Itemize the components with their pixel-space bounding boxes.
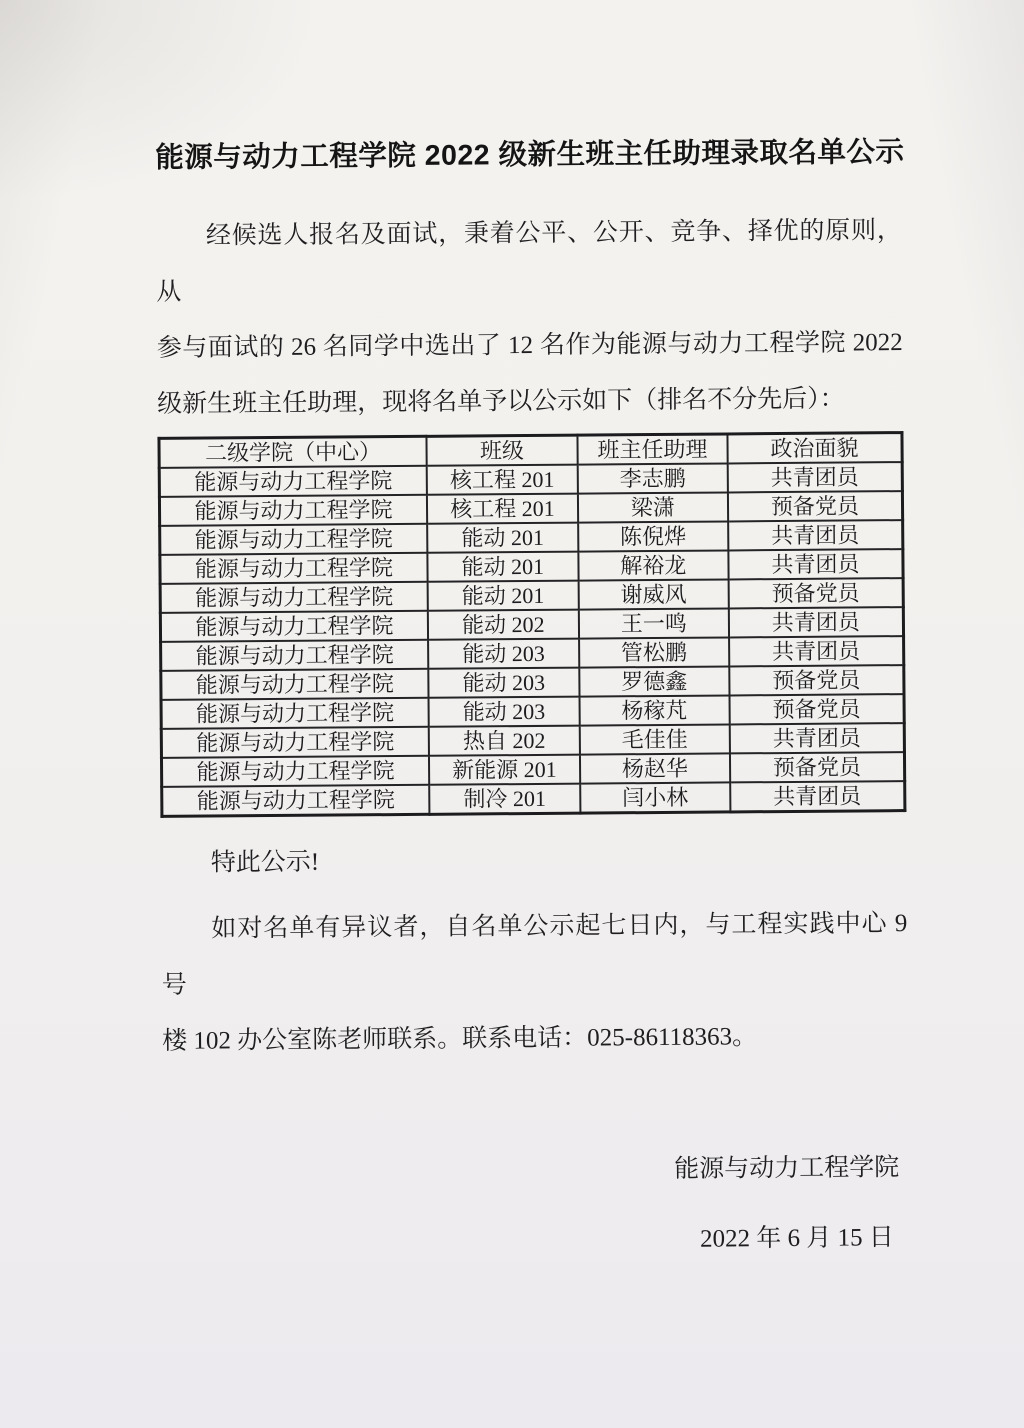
intro-line: 级新生班主任助理，现将名单予以公示如下（排名不分先后）： — [157, 385, 845, 418]
cell-assistant: 陈倪烨 — [578, 521, 728, 551]
cell-college: 能源与动力工程学院 — [161, 640, 429, 671]
cell-college: 能源与动力工程学院 — [160, 524, 428, 555]
signature: 能源与动力工程学院 — [674, 1154, 900, 1183]
cell-college: 能源与动力工程学院 — [161, 727, 429, 758]
column-header-political-status: 政治面貌 — [727, 433, 902, 464]
cell-class: 能动 201 — [427, 523, 578, 553]
cell-class: 能动 201 — [428, 581, 579, 611]
cell-assistant: 闫小林 — [580, 782, 730, 813]
cell-college: 能源与动力工程学院 — [161, 669, 429, 700]
cell-political-status: 共青团员 — [728, 462, 903, 492]
intro-line: 经候选人报名及面试，秉着公平、公开、竞争、择优的原则，从 — [156, 217, 902, 306]
column-header-assistant: 班主任助理 — [577, 434, 727, 465]
column-header-college: 二级学院（中心） — [159, 436, 427, 468]
cell-political-status: 预备党员 — [729, 665, 904, 695]
cell-political-status: 预备党员 — [728, 491, 903, 521]
cell-assistant: 李志鹏 — [577, 463, 727, 493]
cell-assistant: 解裕龙 — [578, 550, 728, 580]
cell-class: 能动 201 — [427, 552, 578, 582]
contact-paragraph — [161, 896, 908, 1070]
cell-college: 能源与动力工程学院 — [162, 785, 430, 817]
date: 2022 年 6 月 15 日 — [699, 1224, 894, 1253]
cell-college: 能源与动力工程学院 — [160, 611, 428, 642]
cell-class: 制冷 201 — [429, 784, 580, 815]
cell-assistant: 罗德鑫 — [579, 666, 729, 696]
intro-paragraph — [156, 203, 904, 433]
cell-assistant: 谢威风 — [578, 579, 728, 609]
notice-line: 特此公示! — [210, 848, 320, 877]
table-row — [162, 781, 905, 816]
cell-assistant: 杨稼芃 — [579, 695, 729, 725]
cell-college: 能源与动力工程学院 — [161, 756, 429, 787]
cell-college: 能源与动力工程学院 — [159, 495, 427, 526]
document-page — [154, 0, 910, 1264]
cell-political-status: 预备党员 — [729, 694, 904, 724]
cell-college: 能源与动力工程学院 — [160, 582, 428, 613]
cell-class: 能动 203 — [428, 639, 579, 669]
cell-class: 热自 202 — [429, 726, 580, 756]
cell-class: 核工程 201 — [427, 494, 578, 524]
cell-assistant: 毛佳佳 — [580, 724, 730, 754]
cell-political-status: 共青团员 — [728, 520, 903, 550]
cell-class: 核工程 201 — [427, 465, 578, 495]
contact-line: 如对名单有异议者，自名单公示起七日内，与工程实践中心 9 号 — [161, 910, 908, 999]
cell-college: 能源与动力工程学院 — [161, 698, 429, 729]
cell-college: 能源与动力工程学院 — [160, 553, 428, 584]
cell-assistant: 梁潇 — [578, 492, 728, 522]
column-header-class: 班级 — [426, 435, 577, 466]
cell-political-status: 预备党员 — [728, 578, 903, 608]
contact-line: 楼 102 办公室陈老师联系。联系电话：025-86118363。 — [162, 1023, 758, 1055]
cell-political-status: 共青团员 — [729, 636, 904, 666]
intro-line: 参与面试的 26 名同学中选出了 12 名作为能源与动力工程学院 2022 — [156, 329, 903, 362]
cell-assistant: 杨赵华 — [580, 753, 730, 783]
cell-class: 新能源 201 — [429, 755, 580, 785]
cell-class: 能动 203 — [428, 697, 579, 727]
cell-political-status: 共青团员 — [729, 607, 904, 637]
page-title: 能源与动力工程学院 2022 级新生班主任助理录取名单公示 — [155, 136, 905, 174]
cell-political-status: 共青团员 — [728, 549, 903, 579]
cell-class: 能动 202 — [428, 610, 579, 640]
cell-assistant: 王一鸣 — [579, 608, 729, 638]
cell-political-status: 预备党员 — [730, 752, 905, 782]
cell-assistant: 管松鹏 — [579, 637, 729, 667]
cell-political-status: 共青团员 — [730, 723, 905, 753]
roster-table — [157, 431, 906, 818]
cell-college: 能源与动力工程学院 — [159, 466, 427, 497]
cell-class: 能动 203 — [428, 668, 579, 698]
cell-political-status: 共青团员 — [730, 781, 905, 812]
